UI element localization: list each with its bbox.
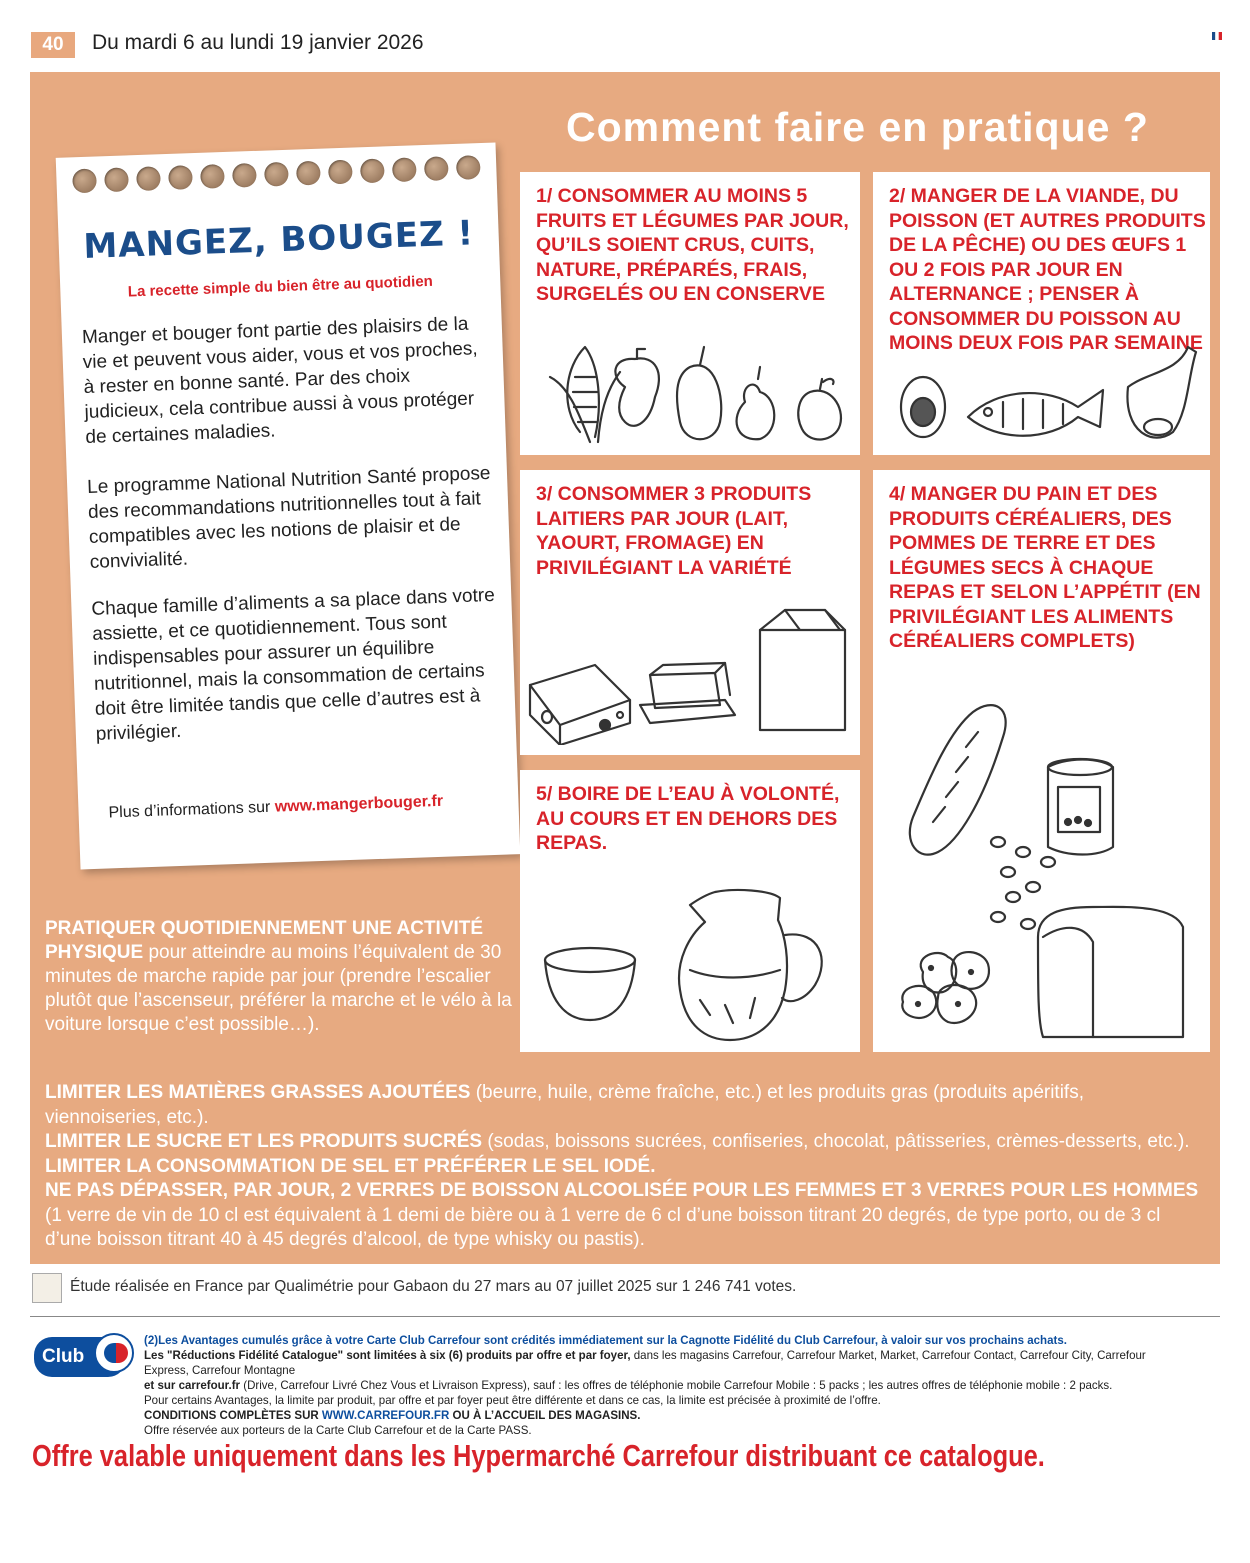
fine-bold: CONDITIONS COMPLÈTES SUR [144,1408,322,1422]
divider [30,1316,1220,1317]
hole-icon [136,166,161,191]
hole-icon [104,167,129,192]
hole-icon [328,160,353,185]
fine-line [144,1348,1181,1378]
panel-cereals [873,470,1210,1052]
water-jug-illustration [540,880,845,1050]
vegetables-illustration [540,337,850,449]
fine-line: (2)Les Avantages cumulés grâce à votre Carte Club Carrefour sont crédités immédiatement sur la Cagnotte Fidélité du Club Carrefour, à valoir sur vos prochains achats. [144,1333,1067,1347]
panel-text: 3/ CONSOMMER 3 PRODUITS LAITIERS PAR JOUR (LAIT, YAOURT, FROMAGE) EN PRIVILÉGIANT LA VARIÉTÉ [536,483,812,579]
limit-item [45,1155,1205,1180]
spiral-holes [56,155,497,204]
fine-bold: et sur carrefour.fr [144,1378,241,1392]
hole-icon [168,165,193,190]
limit-heading: LIMITER LES MATIÈRES GRASSES AJOUTÉES [45,1082,471,1103]
activity-heading: PRATIQUER QUOTIDIENNEMENT UNE ACTIVITÉ PHYSIQUE [45,918,484,963]
section-headline: Comment faire en pratique ? [566,104,1149,150]
limit-item [45,1130,1205,1155]
carrefour-link[interactable]: WWW.CARREFOUR.FR [321,1408,450,1422]
more-info-label: Plus d’informations sur [108,798,276,822]
hole-icon [424,156,449,181]
offer-notice: Offre valable uniquement dans les Hypermarché Carrefour distribuant ce catalogue. [32,1438,1045,1473]
panel-text: 1/ CONSOMMER AU MOINS 5 FRUITS ET LÉGUMES PAR JOUR, QU’ILS SOIENT CRUS, CUITS, NATURE, PRÉPARÉS, FRAIS, SURGELÉS OU EN CONSERVE [536,185,849,305]
limit-heading: NE PAS DÉPASSER, PAR JOUR, 2 VERRES DE BOISSON ALCOOLISÉE POUR LES FEMMES ET 3 VERRES POUR LES HOMMES [45,1180,1199,1201]
limit-item [45,1179,1205,1253]
hole-icon [296,161,321,186]
limit-body: (sodas, boissons sucrées, confiseries, chocolat, pâtisseries, crèmes-desserts, etc.). [482,1131,1190,1152]
study-note: Étude réalisée en France par Qualimétrie pour Gabaon du 27 mars au 07 juillet 2025 sur 1 246 741 votes. [70,1278,797,1295]
fine-print [144,1333,1181,1438]
hole-icon [232,163,257,188]
hole-icon [200,164,225,189]
limit-body: (1 verre de vin de 10 cl est équivalent à 1 demi de bière ou à 1 verre de 6 cl d’une boisson titrant 20 degrés, de type porto, ou de 3 cl d’une boisson titrant 40 à 45 degrés d’alcool, de type whisky ou pastis). [45,1204,1161,1250]
bread-cereals-illustration [883,692,1203,1047]
fine-line [144,1408,1181,1423]
fine-line: Pour certains Avantages, la limite par produit, par offre et par foyer peut être différente et dans ce cas, la limite est précisée à proximité de l’offre. [144,1393,881,1407]
note-card [56,143,521,870]
hole-icon [264,162,289,187]
mangerbouger-link[interactable]: www.mangerbouger.fr [274,792,444,816]
flag-icon [1212,32,1222,40]
fine-line: Offre réservée aux porteurs de la Carte Club Carrefour et de la Carte PASS. [144,1423,532,1437]
note-subtitle: La recette simple du bien être au quotidien [127,272,434,301]
fish-egg-meat-illustration [888,332,1203,450]
panel-fruits-vegetables [520,172,860,455]
hole-icon [72,168,97,193]
hole-icon [360,158,385,183]
more-info [108,793,443,823]
panel-water [520,770,860,1052]
note-paragraph: Le programme National Nutrition Santé propose des recommandations nutritionnelles tout à fait compatibles avec les notions de plaisir et de convivialité. [86,462,491,573]
fine-bold: Les "Réductions Fidélité Catalogue" sont limitées à six (6) produits par offre et par foyer, [144,1348,631,1362]
club-label: Club [42,1346,85,1367]
fine-rest: (Drive, Carrefour Livré Chez Vous et Livraison Express), sauf : les offres de téléphonie mobile Carrefour Mobile : 5 packs ; les autres offres de téléphonie mobile : 2 packs. [240,1378,1113,1392]
limits-list [45,1081,1205,1253]
hole-icon [456,155,481,180]
note-title: MANGEZ, BOUGEZ ! [82,213,475,267]
limit-heading: LIMITER LA CONSOMMATION DE SEL ET PRÉFÉRER LE SEL IODÉ. [45,1155,656,1177]
carrefour-logo-icon [94,1333,134,1373]
limit-item [45,1081,1205,1130]
club-carrefour-logo [34,1337,126,1377]
note-paragraph: Chaque famille d’aliments a sa place dans votre assiette, et ce quotidiennement. Tous sont indispensables pour assurer un équilibre nutritionnel, mais la consommation de certains doit être limitée tandis que celle d’autres est à privilégier. [91,584,496,745]
panel-meat-fish-eggs [873,172,1210,455]
limit-body: (beurre, huile, crème fraîche, etc.) et les produits gras (produits apéritifs, viennoiseries, etc.). [45,1082,1084,1128]
hole-icon [392,157,417,182]
fine-rest: dans les magasins Carrefour, Carrefour Market, Market, Carrefour Contact, Carrefour City, Carrefour Express, Carrefour Montagne [144,1348,1146,1377]
study-badge-icon [32,1273,62,1303]
panel-dairy [520,470,860,755]
physical-activity-text [45,917,515,1037]
panel-text: 4/ MANGER DU PAIN ET DES PRODUITS CÉRÉALIERS, DES POMMES DE TERRE ET DES LÉGUMES SECS À CHAQUE REPAS ET SELON L’APPÉTIT (EN PRIVILÉGIANT LES ALIMENTS CÉRÉALIERS COMPLETS) [889,483,1201,652]
panel-text: 5/ BOIRE DE L’EAU À VOLONTÉ, AU COURS ET EN DEHORS DES REPAS. [536,783,840,854]
limit-heading: LIMITER LE SUCRE ET LES PRODUITS SUCRÉS [45,1131,483,1152]
date-range: Du mardi 6 au lundi 19 janvier 2026 [92,31,424,54]
note-paragraph: Manger et bouger font partie des plaisirs de la vie et peuvent vous aider, vous et vos proches, à rester en bonne santé. Par des choix judicieux, cela contribue aussi à vous protéger de certaines maladies. [81,313,479,449]
dairy-illustration [525,605,855,745]
page-number: 40 [31,32,75,58]
panel-text: 2/ MANGER DE LA VIANDE, DU POISSON (ET AUTRES PRODUITS DE LA PÊCHE) OU DES ŒUFS 1 OU 2 FOIS PAR JOUR EN ALTERNANCE ; PENSER À CONSOMMER DU POISSON AU MOINS DEUX FOIS PAR SEMAINE [889,185,1206,354]
fine-line [144,1378,1181,1393]
fine-bold: OU À L’ACCUEIL DES MAGASINS. [449,1408,641,1422]
activity-body: pour atteindre au moins l’équivalent de 30 minutes de marche rapide par jour (prendre l’escalier plutôt que l’ascenseur, préférer la marche et le vélo à la voiture lorsque c’est possible…). [45,942,512,1035]
